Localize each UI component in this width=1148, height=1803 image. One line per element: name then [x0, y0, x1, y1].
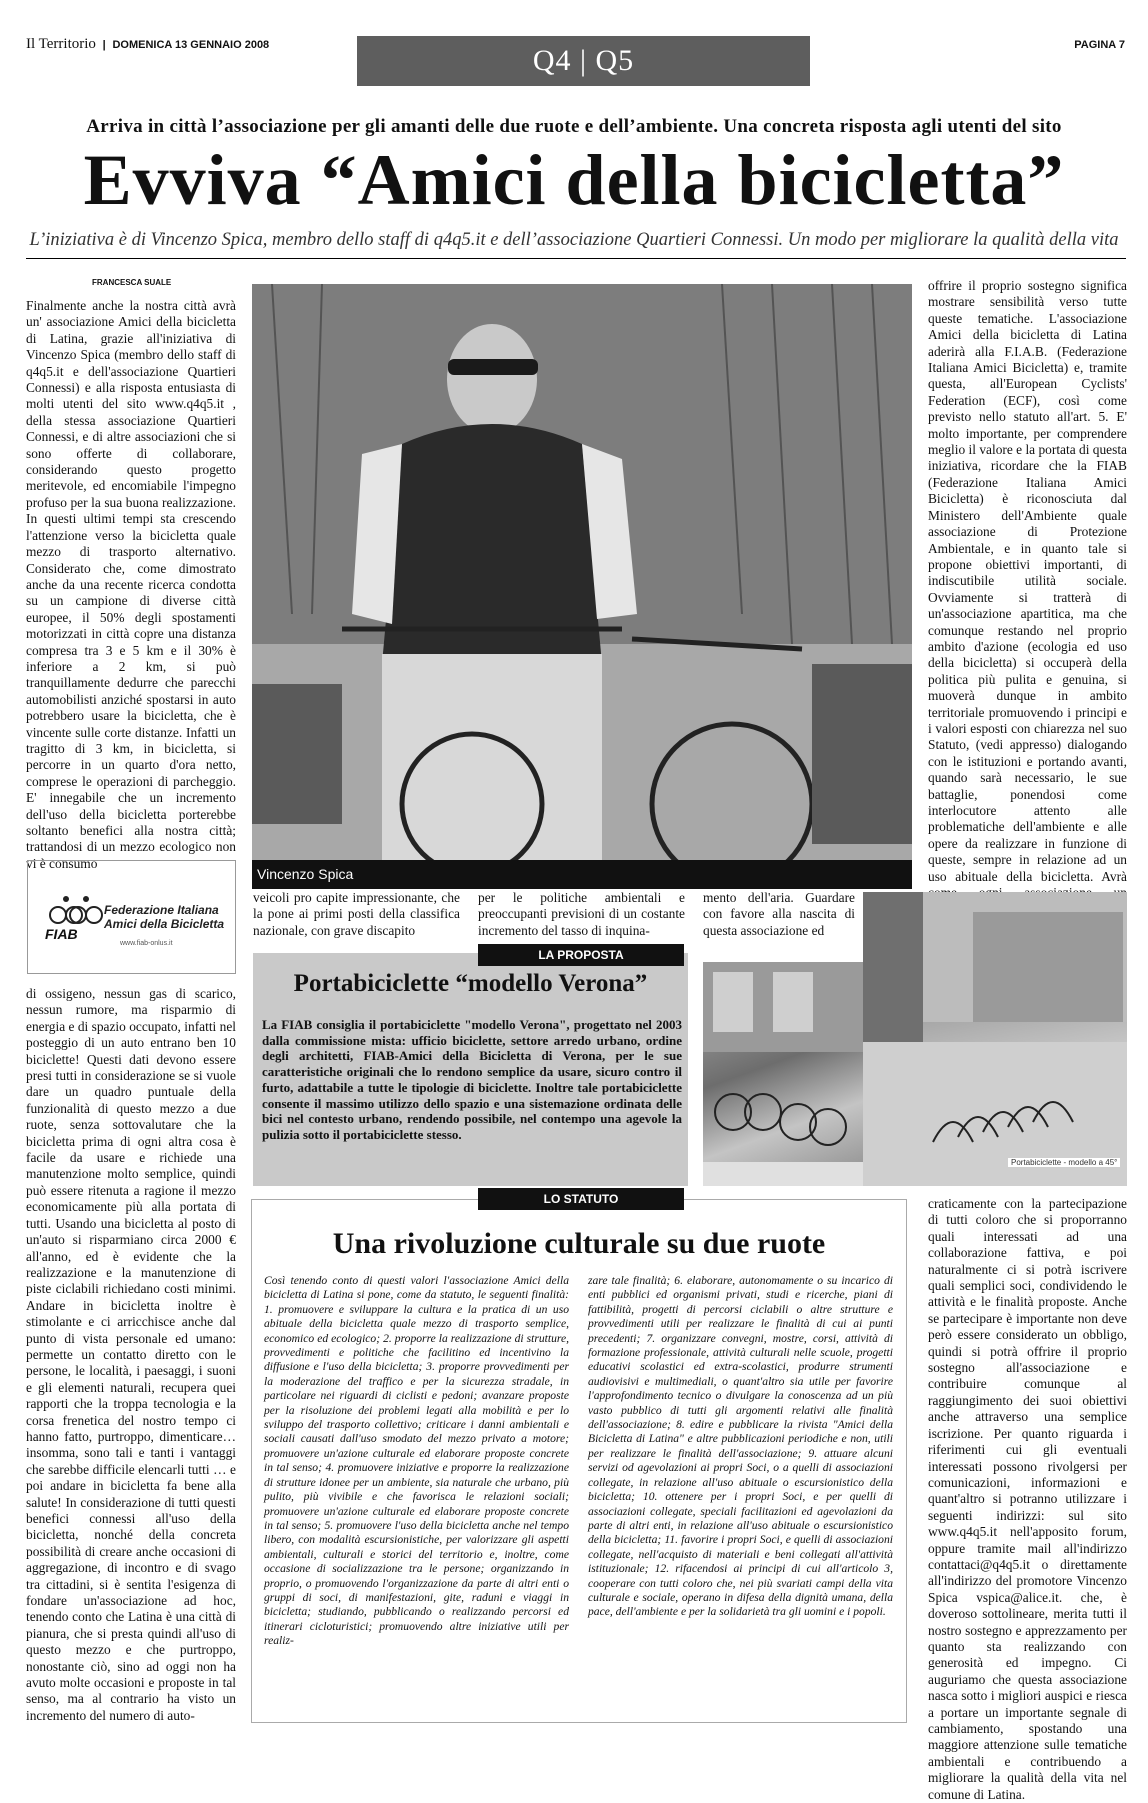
proposta-title: Portabiciclette “modello Verona” — [293, 970, 648, 997]
fiab-name — [104, 903, 224, 931]
issue-date: DOMENICA 13 GENNAIO 2008 — [112, 39, 270, 51]
middle-column-b: per le politiche ambientali e preoccupanti previsioni di un costante incremento del tasso di inquina- — [478, 890, 685, 938]
middle-column-c: mento dell'aria. Guardare con favore alla nascita di questa associazione ed — [703, 890, 855, 938]
byline: FRANCESCA SUALE — [92, 278, 172, 287]
fiab-name-line-1: Federazione Italiana — [104, 903, 219, 917]
bike-rack-photo-2 — [863, 892, 1127, 1186]
bike-rack-photo-1 — [703, 962, 863, 1186]
article-kicker: Arriva in città l’associazione per gli amanti delle due ruote e dell’ambiente. Una concreta risposta agli utenti del sito — [86, 116, 1062, 137]
statuto-column-a: Così tenendo conto di questi valori l'associazione Amici della bicicletta di Latina si pone, come da statuto, le seguenti finalità: 1. promuovere e sviluppare la cultura e la pratica di un uso abituale della bicicletta quale mezzo di trasporto semplice, economico ed ecologico; 2. proporre la realizzazione di strutture, provvedimenti e politiche che facilitino ed incentivino la diffusione e l'uso della bicicletta; 3. proporre provvedimenti per la moderazione del traffico e per la sicurezza stradale, in particolare nei riguardi di ciclisti e pedoni; avanzare proposte per la risoluzione dei problemi legati alla mobilità e per lo sviluppo del trasporto collettivo; criticare i danni ambientali e sociali causati dall'uso smodato del mezzo privato a motore; promuovere un'azione culturale ed elaborare proposte concrete in tal senso; 4. promuovere iniziative e proporre la realizzazione di strutture idonee per un ambiente, sia naturale che urbano, più pulito, più vivibile e che favorisca le relazioni sociali; promuovere un'azione culturale ed elaborare proposte concrete in tal senso; 5. promuovere l'uso della bicicletta anche nel tempo libero, con modalità escursionistiche, per valorizzare gli aspetti ambientali, culturali e storici del territorio e, inoltre, come occasione di socializzazione tra le persone; organizzando in proprio, o promuovendo l'organizzazione da parte di altri enti o gruppi di soci, di manifestazioni, gite, raduni e viaggi in bicicletta; studiando, pubblicando o realizzando percorsi ed itinerari cicloturistici; promuovendo altre iniziative utili per realiz- — [264, 1274, 569, 1648]
header-rule — [26, 258, 1126, 259]
statuto-title: Una rivoluzione culturale su due ruote — [332, 1227, 826, 1260]
header-separator: | — [102, 39, 106, 51]
fiab-url: www.fiab-onlus.it — [120, 940, 173, 947]
proposta-tag: LA PROPOSTA — [478, 944, 684, 966]
middle-column-a: veicoli pro capite impressionante, che la pone ai primi posti della classifica nazionale, con grave discapito — [253, 890, 460, 938]
statuto-tag: LO STATUTO — [478, 1188, 684, 1210]
photo-caption: Vincenzo Spica — [252, 860, 912, 889]
statuto-column-b: zare tale finalità; 6. elaborare, autonomamente o su incarico di enti pubblici ed organismi privati, studi e ricerche, piani di fattibilità, progetti di percorsi ciclabili o altre strutture e provvedimenti utili per realizzare le finalità di cui ai punti precedenti; 7. organizzare convegni, mostre, corsi, attività di formazione professionale, attività culturali nelle scuole, progetti educativi scolastici ed extra-scolastici, produrre strumenti audiovisivi e multimediali, o quant'altro sia utile per favorire l'approfondimento tecnico o divulgare la conoscenza ad un più vasto pubblico di tutti gli argomenti relativi alle finalità dell'associazione; 8. edire e pubblicare la rivista "Amici della Bicicletta di Latina" e altre pubblicazioni periodiche e non, utili per realizzare le finalità dell'associazione; 9. attuare alcuni servizi od agevolazioni ai propri Soci, o a quelli di associazioni collegate, in relazione all'uso abituale o escursionistico della bicicletta; 10. ottenere per i propri Soci, e per quelli di associazioni collegate, speciali facilitazioni ed agevolazioni da parte di altri enti, in relazione all'uso abituale o escursionistico della bicicletta; 11. favorire i propri Soci, e quelli di associazioni collegate, nell'acquisto di materiali e beni collegati all'attività istituzionale; 12. rifacendosi ai principi di cui all'articolo 3, cooperare con tutti coloro che, nei più svariati campi della vita culturale e sociale, operano in difesa della dignità umana, della pace, dell'ambiente e per la solidarietà tra gli uomini e i popoli. — [588, 1274, 893, 1619]
fiab-letters: FIAB — [45, 926, 78, 942]
publication-name: Il Territorio — [26, 36, 96, 52]
column-1-top: Finalmente anche la nostra città avrà un' associazione Amici della bicicletta di Latina, grazie all'iniziativa di Vincenzo Spica (membro dello staff di q4q5.it e dell'associazione Quartieri Connessi) e alla risposta entusiasta di molti utenti del sito www.q4q5.it , della stessa associazione Quartieri Connessi, e di altre associazioni che si sono offerte di collaborare, considerando questo progetto meritevole, ed encomiabile l'impegno profuso per la sua buona realizzazione. In questi ultimi tempi sta crescendo l'attenzione verso la bicicletta quale mezzo di trasporto alternativo. Considerato che, come dimostrato anche da una recente ricerca condotta su un campione di diverse città europee, il 50% degli spostamenti motorizzati in città copre una distanza compresa tra 3 e 5 km e il 30% è inferiore a 2 km, si può tranquillamente dedurre che parecchi automobilisti anziché spostarsi in auto potrebbero usare la bicicletta, che è vincente sulle corte distanze. Infatti un tragitto di 3 km, in bicicletta, si percorre in un quarto d'ora netto, comprese le operazioni di parcheggio. E' innegabile che un incremento dell'uso della bicicletta porterebbe soltanto benefici alla nostra città; trattandosi di un mezzo ecologico non vi è consumo — [26, 298, 236, 871]
column-4-top: offrire il proprio sostegno significa mostrare sensibilità verso tutte queste tematiche. L'associazione Amici della bicicletta di Latina aderirà alla F.I.A.B. (Federazione Italiana Amici Bicicletta) e, tramite questa, all'European Cyclists' Federation (ECF), così come previsto nello statuto all'art. 5. E' molto importante, per comprendere meglio il valore e la portata di questa iniziativa, ricordare che la FIAB (Federazione Italiana Amici Bicicletta) è riconosciuta dal Ministero dell'Ambiente quale associazione di Protezione Ambientale, e in quanto tale si propone obiettivi importanti, di indiscutibile utilità sociale. Ovviamente si tratterà di un'associazione apartitica, ma che comunque restando nel proprio ambito d'azione (ecologia ed uso della bicicletta) si occuperà della politica più pulita e genuina, si muoverà dunque in ambito territoriale promuovendo i principi e i valori esposti con chiarezza nel suo Statuto, (vedi appresso) dialogando con le istituzioni e portando avanti, quando sarà necessario, le sue battaglie, ponendosi come interlocutore attento alle problematiche dell'ambiente e alle opere da realizzare in funzione di queste, sempre in relazione ad un uso abituale della bicicletta. Avrà — [928, 278, 1127, 884]
cyclist-photo-illustration — [252, 284, 912, 889]
article-headline: Evviva “Amici della bicicletta” — [83, 140, 1065, 220]
masthead — [26, 36, 269, 53]
proposta-text: La FIAB consiglia il portabiciclette "modello Verona", progettato nel 2003 dalla commissione mista: ufficio biciclette, settore arredo urbano, ordine degli architetti, FIAB-Amici della Bicicletta di Verona, per le sue caratteristiche originali che lo rendono semplice da usare, sicuro contro il furto, adattabile a tutte le tipologie di biciclette. Inoltre tale portabiciclette consente il massimo utilizzo dello spazio e una sistemazione ordinata delle bici nel contesto urbano, rendendo possibile, nel contempo una agevole la pulizia sotto il portabiciclette stesso. — [262, 1017, 682, 1142]
main-photo — [252, 284, 912, 889]
page-number: PAGINA 7 — [1074, 39, 1125, 51]
section-banner: Q4 | Q5 — [357, 36, 810, 86]
fiab-name-line-2: Amici della Bicicletta — [104, 917, 225, 931]
bicycle-logo-icon — [48, 895, 104, 930]
article-subtitle: L’iniziativa è di Vincenzo Spica, membro dello staff di q4q5.it e dell’associazione Quartieri Connessi. Un modo per migliorare la qualità della vita — [29, 230, 1119, 250]
bike-rack-photo-caption: Portabiciclette - modello a 45° — [1008, 1158, 1120, 1167]
column-1-bottom: di ossigeno, nessun gas di scarico, nessun rumore, ma risparmio di energia e di spazio occupato, infatti nel posteggio di un auto entrano ben 10 biciclette! Questi dati devono essere presi tutti in considerazione se si vuole dare un quadro puntuale della funzionalità di questo mezzo a due ruote, senza sottovalutare che la bicicletta prima di ogni altra cosa è facile da usare e richiede una manutenzione molto semplice, quindi può essere ritenuta a ragione il mezzo economicamente più alla portata di tutti. Usando una bicicletta al posto di un'auto si risparmiano circa 2000 € all'anno, ed è evidente che la realizzazione e la manutenzione di piste ciclabili richiedano costi minimi. Andare in bicicletta inoltre è stimolante e ci arricchisce anche dal punto di vista personale ed umano: permette un contatto diretto con le persone, le località, i paesaggi, i suoni e gli elementi naturali, recupera quei rapporti che la troppa tecnologia e la corsa frenetica del nostro tempo ci hanno fatto, purtroppo, dimenticare… insomma, sono tali e tanti i vantaggi che sarebbe difficile elencarli tutti … e poi andare in bicicletta fa bene alla salute! In considerazione di tutti questi benefici connessi all'uso della bicicletta, nonché della concreta possibilità di creare anche occasioni di aggregazione, di incontro e di svago tra cittadini, si è sentita l'esigenza di fondare un'associazione ad hoc, tenendo conto che Latina è una città di pianura, che si presta quindi all'uso di questo mezzo e che purtroppo, nonostante ciò, sino ad oggi non ha avuto molte occasioni e proposte in tal senso, ma al contrario ha visto un incremento del numero di auto- — [26, 986, 236, 1723]
column-4-bottom: craticamente con la partecipazione di tutti coloro che si proporranno quali interessati ad una collaborazione fattiva, e poi naturalmente ci si potrà iscrivere quali semplici soci, condividendo le attività e le finalità proposte. Anche se partecipare è importante non deve però essere considerato un obbligo, quindi si potrà offrire il proprio sostegno all'associazione e contribuire comunque al raggiungimento dei suoi obiettivi anche attraverso una semplice iscrizione. Per quanto riguarda i riferimenti cui gli eventuali interessati possono rivolgersi per comunicazioni, informazioni e quant'altro si potranno utilizzare i seguenti indirizzi: sul sito www.q4q5.it nell'apposito forum, oppure tramite mail all'indirizzo contattaci@q4q5.it o direttamente all'indirizzo del promotore Vincenzo Spica vspica@alice.it. che, è doveroso sottolineare, merita tutti il nostro sostegno e apprezzamento per quanto sta realizzando con generosità ed impegno. Ci auguriamo che questa associazione nasca sotto i migliori auspici e riesca a portare un importante segnale di cambiamento, spostando una maggiore attenzione sulle tematiche ambientali e contribuendo a migliorare la qualità della vita nel comune di Latina. — [928, 1196, 1127, 1802]
